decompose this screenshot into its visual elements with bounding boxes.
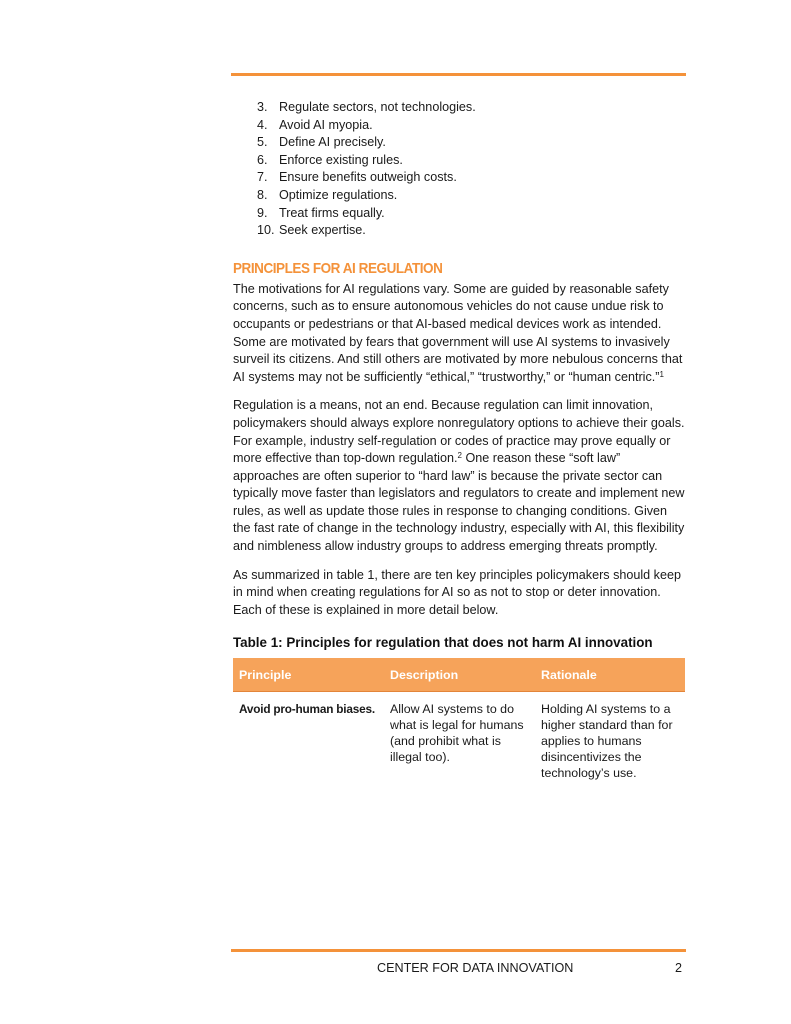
footnote-ref-1[interactable]: 1	[659, 369, 664, 379]
column-header-rationale: Rationale	[535, 658, 685, 692]
footer-rule	[231, 949, 686, 952]
footer-org-name: CENTER FOR DATA INNOVATION	[377, 961, 574, 975]
list-item: 8. Optimize regulations.	[257, 187, 398, 202]
table-header-row	[233, 658, 685, 692]
paragraph-summary: As summarized in table 1, there are ten key principles policymakers should keep in mind when creating regulations for AI so as not to stop or deter innovation. Each of these is explained in more detail below.	[233, 567, 681, 617]
paragraph-regulation-means: Regulation is a means, not an end. Because regulation can limit innovation, policymakers should always explore nonregulatory options to achieve their goals. For example, industry self-regulation or codes of practice may prove equally or more effective than top-down regulation.$^2$ One reason these “soft law” approaches are often superior to “hard law” is because the private sector can typically move faster than legislators and regulators to create and implement new rules, as well as update those rules in response to changing conditions. Given the fast rate of change in the technology industry, especially with AI, this flexibility and nimbleness allow industry groups to address emerging threats promptly.	[233, 398, 685, 554]
column-header-description: Description	[384, 658, 535, 692]
page-content	[233, 99, 685, 781]
footnote-ref-2[interactable]: 2	[457, 451, 462, 461]
list-item: 4. Avoid AI myopia.	[257, 117, 373, 132]
list-item: 3. Regulate sectors, not technologies.	[257, 100, 476, 114]
list-item: 9. Treat firms equally.	[257, 205, 385, 220]
table-row	[233, 692, 685, 782]
header-rule	[231, 73, 686, 76]
principles-table	[233, 658, 685, 781]
column-header-principle: Principle	[233, 658, 384, 692]
cell-principle: Avoid pro-human biases.	[239, 702, 375, 717]
table-caption: Table 1: Principles for regulation that does not harm AI innovation	[233, 635, 653, 651]
list-item: 6. Enforce existing rules.	[257, 152, 403, 167]
section-heading: PRINCIPLES FOR AI REGULATION	[233, 259, 443, 277]
list-item: 7. Ensure benefits outweigh costs.	[257, 170, 457, 185]
list-item: 5. Define AI precisely.	[257, 135, 386, 150]
list-item: 10. Seek expertise.	[257, 223, 366, 238]
cell-description: Allow AI systems to do what is legal for humans (and prohibit what is illegal too).	[390, 702, 524, 765]
paragraph-motivations: The motivations for AI regulations vary. Some are guided by reasonable safety concerns, such as to ensure autonomous vehicles do not cause undue risk to occupants or pedestrians or that AI-based medical devices work as intended. Some are motivated by fears that government will use AI systems to invasively surveil its citizens. And still others are motivated by more nebulous concerns that AI systems may not be sufficiently “ethical,” “trustworthy,” or “human centric.”$^1$	[233, 281, 683, 384]
recommendations-list	[233, 99, 685, 240]
cell-rationale: Holding AI systems to a higher standard than for applies to humans disincentivizes the technology’s use.	[541, 702, 673, 781]
page-number: 2	[674, 961, 682, 975]
